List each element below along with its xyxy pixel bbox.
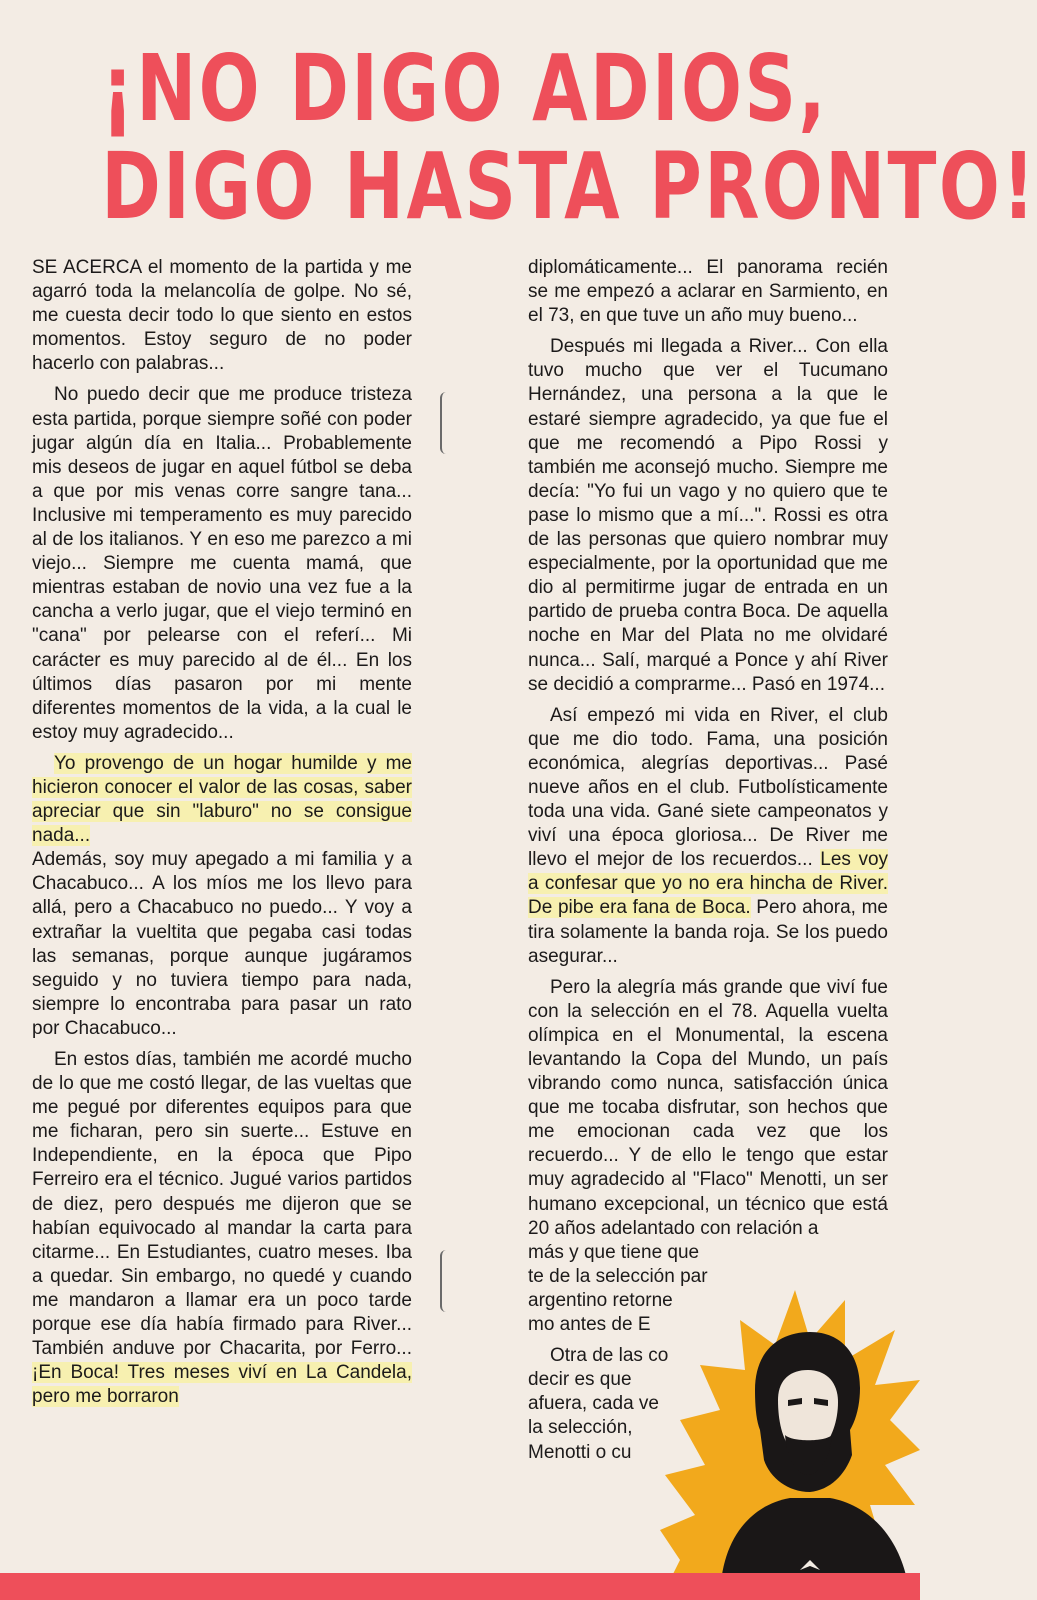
highlighted-text: Yo provengo de un hogar humilde y me hicieron conocer el valor de las cosas, saber apreciar que sin "laburo" no se consigue nada... (32, 752, 412, 847)
paragraph (32, 1048, 412, 1409)
paragraph (32, 752, 412, 848)
paragraph: No puedo decir que me produce tristeza esta partida, porque siempre soñé con poder jugar algún día en Italia... Probablemente mis deseos de jugar en aquel fútbol se deba a que por mis venas corre sangre tana... Inclusive mi temperamento es muy parecido al de los italianos. Y en eso me parezco a mi viejo... Siempre me cuenta mamá, que mientras estaban de novio una vez fue a la cancha a verlo jugar, que el viejo terminó en "cana" por pelearse con el referí... Mi carácter es muy parecido al de él... En los últimos días pasaron por mi mente diferentes momentos de la vida, a la cual le estoy muy agradecido... (32, 384, 412, 743)
partial-line: mo antes de E (528, 1314, 651, 1336)
paragraph-text: Pero la alegría más grande que viví fue con la selección en el 78. Aquella vuelta olímpica en el Monumental, la escena levantando la Copa del Mundo, un país vibrando como nunca, satisfacción única que me tocaba disfrutar, son hechos que me emocionan cada vez que los recuerdo... Y de ello le tengo que estar muy agradecido al "Flaco" Menotti, un ser humano excepcional, un técnico que está 20 años adelantado con relación a (528, 976, 888, 1239)
paragraph: diplomáticamente... El panorama recién se me empezó a aclarar en Sarmiento, en el 73, en que tuve un año muy bueno... (528, 257, 888, 327)
headline-line-1: ¡NO DIGO ADIOS, (101, 35, 828, 142)
paragraph-text: Pero ahora, me tira solamente la banda roja. Se los puedo asegurar... (528, 897, 889, 967)
partial-line: afuera, cada ve (528, 1393, 659, 1415)
partial-line: más y que tiene que (528, 1241, 700, 1263)
staple-mark (440, 392, 454, 454)
partial-line: argentino retorne (528, 1289, 673, 1311)
left-column (32, 256, 412, 1416)
staple-mark (440, 1250, 454, 1312)
paragraph (528, 976, 888, 1241)
paragraph: Además, soy muy apegado a mi familia y a Chacabuco... A los míos me los llevo para allá, pero a Chacabuco no puedo... Y voy a extrañar la vueltita que pegaba casi todas las semanas, porque aunque jugáramos seguido y no tuviera tiempo para nada, siempre lo encontraba para pasar un rato por Chacabuco... (32, 849, 412, 1039)
paragraph (528, 704, 888, 969)
highlighted-text: Les voy a confesar que yo no era hincha de River. De pibe era fana de Boca. (528, 849, 889, 919)
headline (101, 35, 1037, 240)
paragraph-text: Así empezó mi vida en River, el club que me dio todo. Fama, una posición económica, alegrías deportivas... Pasé nueve años en el club. Futbolísticamente toda una vida. Gané siete campeonatos y viví una época gloriosa... De River me llevo el mejor de los recuerdos... (528, 704, 888, 871)
paragraph-text: En estos días, también me acordé mucho de lo que me costó llegar, de las vueltas que me pegué por diferentes equipos para que me ficharan, pero sin suerte... Estuve en Independiente, en la época que Pipo Ferreiro era el técnico. Jugué varios partidos de diez, pero después me dijeron que se habían equivocado al mandar la carta para citarme... En Estudiantes, cuatro meses. Iba a quedar. Sin embargo, no quedé y cuando me mandaron a llamar era un poco tarde porque ese día había firmado para River... También anduve por Chacarita, por Ferro... (32, 1049, 412, 1360)
partial-line: Menotti o cu (528, 1441, 632, 1463)
partial-line: te de la selección par (528, 1265, 708, 1287)
player-photo-badge (660, 1270, 920, 1600)
partial-line: la selección, (528, 1417, 633, 1439)
bottom-color-bar (0, 1573, 920, 1600)
highlighted-text: ¡En Boca! Tres meses viví en La Candela, pero me borraron (32, 1362, 412, 1408)
paragraph: SE ACERCA el momento de la partida y me agarró toda la melancolía de golpe. No sé, me cuesta decir todo lo que siento en estos momentos. Estoy seguro de no poder hacerlo con palabras... (32, 257, 412, 375)
paragraph: Después mi llegada a River... Con ella tuvo mucho que ver el Tucumano Hernández, una persona a la que le estaré siempre agradecido, ya que fue el que me recomendó a Pipo Rossi y también me aconsejó mucho. Siempre me decía: "Yo fui un vago y no quiero que te pase lo mismo que a mí...". Rossi es otra de las personas que quiero nombrar muy especialmente, por la oportunidad que me dio al permitirme jugar de entrada en un partido de prueba contra Boca. De aquella noche en Mar del Plata no me olvidaré nunca... Salí, marqué a Ponce y ahí River se decidió a comprarme... Pasó en 1974... (528, 336, 888, 695)
partial-line: decir es que (528, 1369, 632, 1391)
headline-line-2: DIGO HASTA PRONTO! (101, 133, 1037, 240)
partial-line: Otra de las co (550, 1345, 669, 1367)
